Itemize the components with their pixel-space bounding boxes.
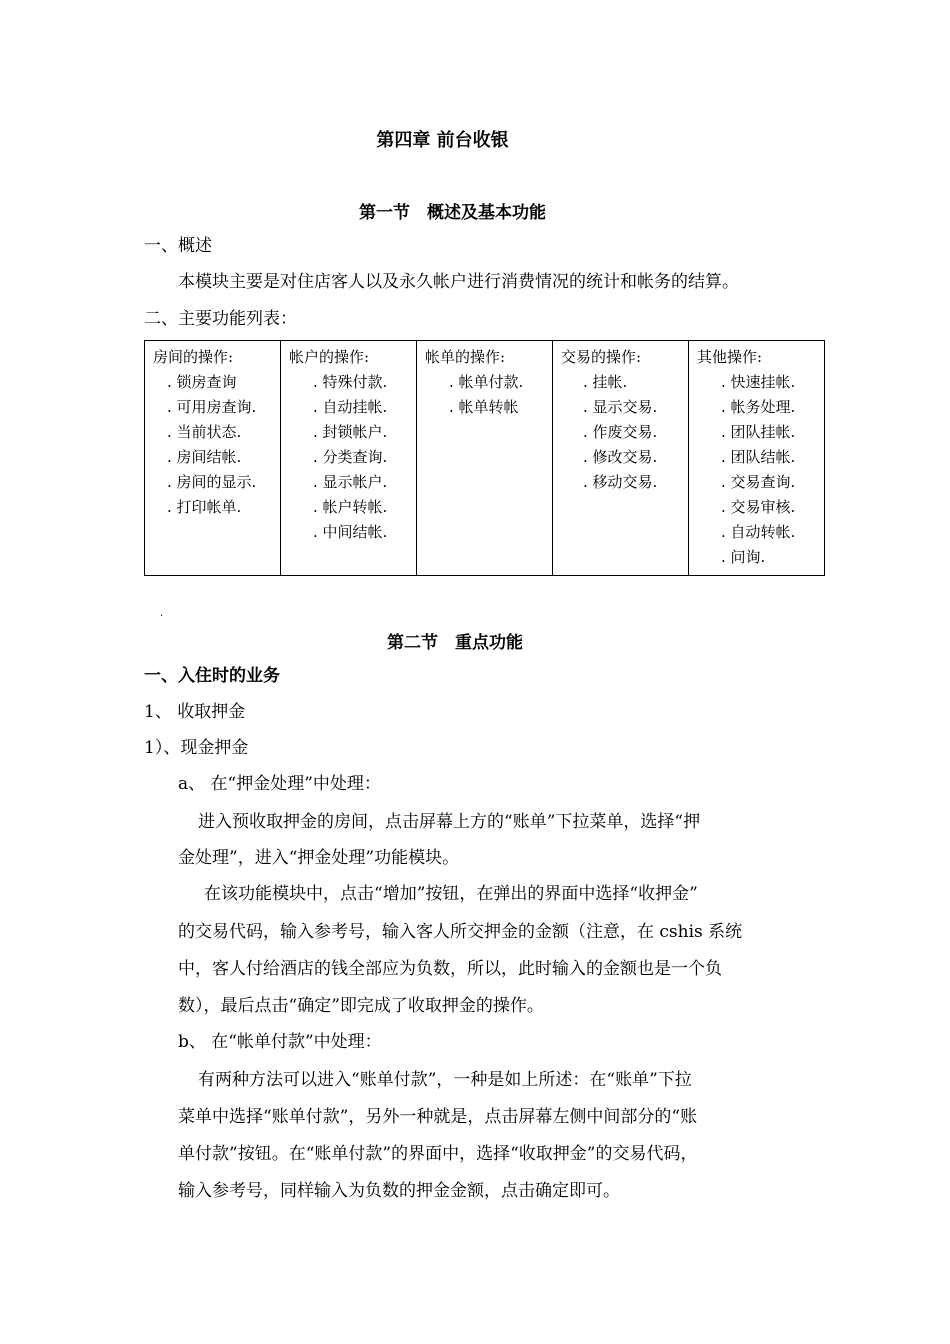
function-column-transaction: [553, 341, 689, 576]
section1-overview-paragraph: 本模块主要是对住店客人以及永久帐户进行消费情况的统计和帐务的结算。: [178, 272, 739, 292]
list-item: . 快速挂帐.: [721, 373, 796, 391]
list-item: . 自动挂帐.: [313, 398, 388, 416]
list-item: . 房间结帐.: [167, 448, 242, 466]
paragraph-line: 单付款”按钮。在“账单付款”的界面中，选择“收取押金”的交易代码，: [178, 1144, 698, 1164]
list-item: . 打印帐单.: [167, 498, 242, 516]
list-item: . 显示交易.: [583, 398, 658, 416]
list-item: . 房间的显示.: [167, 473, 257, 491]
list-item: . 当前状态.: [167, 423, 242, 441]
list-item: . 团队挂帐.: [721, 423, 796, 441]
subsection-a-title: a、 在“押金处理”中处理：: [178, 774, 381, 794]
paragraph-line: 在该功能模块中，点击“增加”按钮，在弹出的界面中选择“收押金”: [204, 884, 698, 904]
list-item: . 问询.: [721, 548, 766, 566]
column-header: 房间的操作:: [153, 348, 234, 366]
column-header: 帐单的操作:: [425, 348, 506, 366]
paragraph-line: 输入参考号，同样输入为负数的押金金额，点击确定即可。: [178, 1181, 620, 1201]
paragraph-line: 菜单中选择“账单付款”，另外一种就是，点击屏幕左侧中间部分的“账: [178, 1107, 698, 1127]
list-item: . 封锁帐户.: [313, 423, 388, 441]
list-item: . 修改交易.: [583, 448, 658, 466]
list-item: . 可用房查询.: [167, 398, 257, 416]
column-header: 其他操作:: [697, 348, 763, 366]
paragraph-line: 的交易代码，输入参考号，输入客人所交押金的金额（注意，在 cshis 系统: [178, 922, 743, 942]
section2-heading-checkin: 一、入住时的业务: [144, 666, 280, 686]
list-item: . 帐单付款.: [449, 373, 524, 391]
list-item: . 作废交易.: [583, 423, 658, 441]
list-item: . 特殊付款.: [313, 373, 388, 391]
column-header: 帐户的操作:: [289, 348, 370, 366]
list-item: . 分类查询.: [313, 448, 388, 466]
function-column-room: [145, 341, 281, 576]
chapter-title: 第四章 前台收银: [376, 130, 509, 151]
list-item: . 交易审核.: [721, 498, 796, 516]
function-column-other: [689, 341, 825, 576]
list-item: . 挂帐.: [583, 373, 628, 391]
list-item: . 移动交易.: [583, 473, 658, 491]
paragraph-line: 中，客人付给酒店的钱全部应为负数，所以，此时输入的金额也是一个负: [178, 959, 722, 979]
section1-title: 第一节 概述及基本功能: [359, 203, 546, 223]
list-item: . 中间结帐.: [313, 523, 388, 541]
section2-title: 第二节 重点功能: [387, 633, 523, 653]
stray-dot: .: [160, 608, 164, 619]
function-column-bill: [417, 341, 553, 576]
section2-heading-cash-deposit: 1）、现金押金: [144, 738, 249, 758]
list-item: . 帐单转帐: [449, 398, 519, 416]
section1-heading-functions: 二、主要功能列表：: [144, 309, 297, 329]
paragraph-line: 进入预收取押金的房间，点击屏幕上方的“账单”下拉菜单，选择“押: [198, 812, 701, 832]
paragraph-line: 数），最后点击“确定”即完成了收取押金的操作。: [178, 996, 544, 1016]
paragraph-line: 有两种方法可以进入“账单付款”，一种是如上所述：在“账单”下拉: [198, 1070, 692, 1090]
paragraph-line: 金处理”，进入“押金处理”功能模块。: [178, 848, 460, 868]
column-header: 交易的操作:: [561, 348, 642, 366]
function-table: [144, 340, 825, 576]
list-item: . 团队结帐.: [721, 448, 796, 466]
subsection-b-title: b、 在“帐单付款”中处理：: [178, 1032, 382, 1052]
list-item: . 显示帐户.: [313, 473, 388, 491]
function-column-account: [281, 341, 417, 576]
section2-heading-deposit: 1、 收取押金: [144, 702, 246, 722]
list-item: . 帐务处理.: [721, 398, 796, 416]
section1-heading-overview: 一、概述: [144, 236, 212, 256]
list-item: . 交易查询.: [721, 473, 796, 491]
list-item: . 锁房查询: [167, 373, 237, 391]
list-item: . 自动转帐.: [721, 523, 796, 541]
list-item: . 帐户转帐.: [313, 498, 388, 516]
